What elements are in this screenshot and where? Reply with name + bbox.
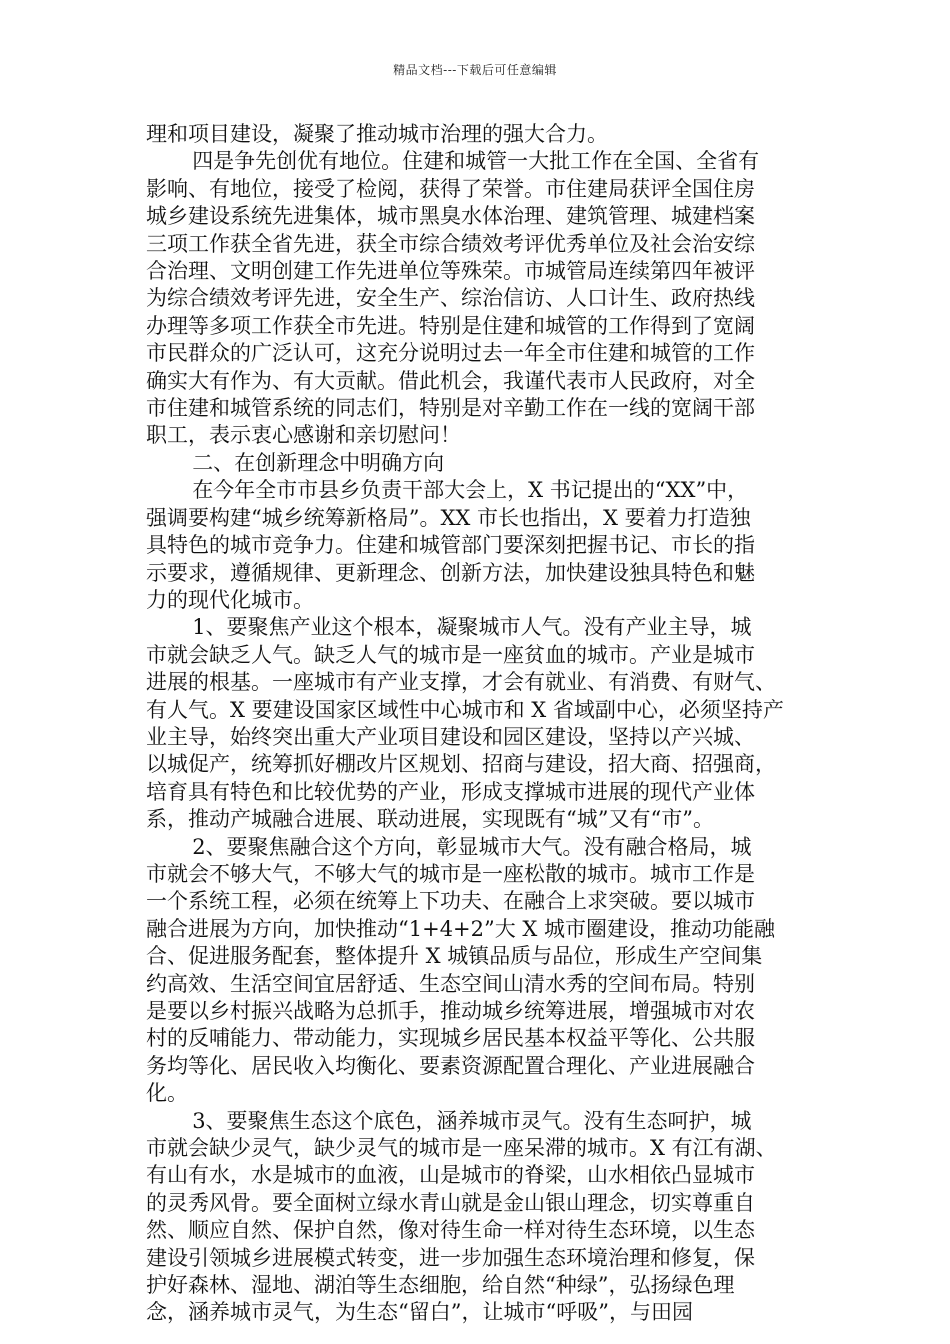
text-line: 然、顺应自然、保护自然，像对待生命一样对待生态环境，以生态 [146,1218,755,1243]
text-line: 为综合绩效考评先进，安全生产、综治信访、人口计生、政府热线 [146,286,755,311]
text-line: 1、要聚焦产业这个根本，凝聚城市人气。没有产业主导，城 [192,615,752,640]
text-line: 在今年全市市县乡负责干部大会上，X 书记提出的“XX”中， [192,478,749,503]
text-line: 的灵秀风骨。要全面树立绿水青山就是金山银山理念，切实尊重自 [146,1190,755,1215]
text-line: 合、促进服务配套，整体提升 X 城镇品质与品位，形成生产空间集 [146,944,763,969]
text-line: 市民群众的广泛认可，这充分说明过去一年全市住建和城管的工作 [146,341,755,366]
text-line: 理和项目建设，凝聚了推动城市治理的强大合力。 [146,122,608,146]
text-line: 影响、有地位，接受了检阅，获得了荣誉。市住建局获评全国住房 [146,176,755,201]
paragraph [146,477,806,614]
paragraph [146,148,806,449]
text-line: 市就会缺乏人气。缺乏人气的城市是一座贫血的城市。产业是城市 [146,642,755,667]
paragraph [146,614,806,833]
text-line: 有人气。X 要建设国家区域性中心城市和 X 省域副中心，必须坚持产 [146,697,784,722]
text-line: 培育具有特色和比较优势的产业，形成支撑城市进展的现代产业体 [146,779,755,804]
text-line: 村的反哺能力、带动能力，实现城乡居民基本权益平等化、公共服 [146,1026,755,1051]
paragraph [146,121,806,148]
text-line: 约高效、生活空间宜居舒适、生态空间山清水秀的空间布局。特别 [146,971,755,996]
text-line: 有山有水，水是城市的血液，山是城市的脊梁，山水相依凸显城市 [146,1163,755,1188]
text-line: 念，涵养城市灵气，为生态“留白”，让城市“呼吸”，与田园 [146,1300,693,1325]
text-line: 一个系统工程，必须在统筹上下功夫、在融合上求突破。要以城市 [146,889,755,914]
page-header: 精品文档---下载后可任意编辑 [393,63,557,77]
text-line: 务均等化、居民收入均衡化、要素资源配置合理化、产业进展融合 [146,1053,755,1078]
text-line: 2、要聚焦融合这个方向，彰显城市大气。没有融合格局，城 [192,834,752,859]
text-line: 二、在创新理念中明确方向 [192,450,445,475]
text-line: 护好森林、湿地、湖泊等生态细胞，给自然“种绿”，弘扬绿色理 [146,1273,735,1298]
text-line: 具特色的城市竞争力。住建和城管部门要深刻把握书记、市长的指 [146,533,755,558]
text-line: 合治理、文明创建工作先进单位等殊荣。市城管局连续第四年被评 [146,259,755,284]
text-line: 市就会不够大气，不够大气的城市是一座松散的城市。城市工作是 [146,861,755,886]
paragraph [146,1108,806,1327]
text-line: 强调要构建“城乡统筹新格局”。XX 市长也指出，X 要着力打造独 [146,505,751,530]
text-line: 业主导，始终突出重大产业项目建设和园区建设，坚持以产兴城、 [146,724,755,749]
text-line: 四是争先创优有地位。住建和城管一大批工作在全国、全省有 [192,149,760,174]
text-line: 以城促产，统筹抓好棚改片区规划、招商与建设，招大商、招强商， [146,752,776,777]
document-body [146,121,806,1327]
text-line: 融合进展为方向，加快推动“1+4+2”大 X 城市圈建设，推动功能融 [146,916,776,941]
text-line: 三项工作获全省先进，获全市综合绩效考评优秀单位及社会治安综 [146,231,755,256]
text-line: 进展的根基。一座城市有产业支撑，才会有就业、有消费、有财气、 [146,670,776,695]
text-line: 是要以乡村振兴战略为总抓手，推动城乡统筹进展，增强城市对农 [146,999,755,1023]
text-line: 力的现代化城市。 [146,587,314,612]
text-line: 市住建和城管系统的同志们，特别是对辛勤工作在一线的宽阔干部 [146,396,755,421]
text-line: 3、要聚焦生态这个底色，涵养城市灵气。没有生态呵护，城 [192,1108,752,1133]
text-line: 建设引领城乡进展模式转变，进一步加强生态环境治理和修复，保 [146,1245,755,1270]
text-line: 确实大有作为、有大贡献。借此机会，我谨代表市人民政府，对全 [146,368,755,393]
text-line: 办理等多项工作获全市先进。特别是住建和城管的工作得到了宽阔 [146,313,755,338]
text-line: 示要求，遵循规律、更新理念、创新方法，加快建设独具特色和魅 [146,560,755,585]
text-line: 市就会缺少灵气，缺少灵气的城市是一座呆滞的城市。X 有江有湖、 [146,1136,777,1161]
text-line: 系，推动产城融合进展、联动进展，实现既有“城”又有“市”。 [146,807,714,832]
text-line: 化。 [146,1081,188,1106]
text-line: 城乡建设系统先进集体，城市黑臭水体治理、建筑管理、城建档案 [146,204,755,229]
text-line: 职工，表示衷心感谢和亲切慰问！ [146,423,461,448]
paragraph [146,834,806,1108]
paragraph [146,450,806,477]
